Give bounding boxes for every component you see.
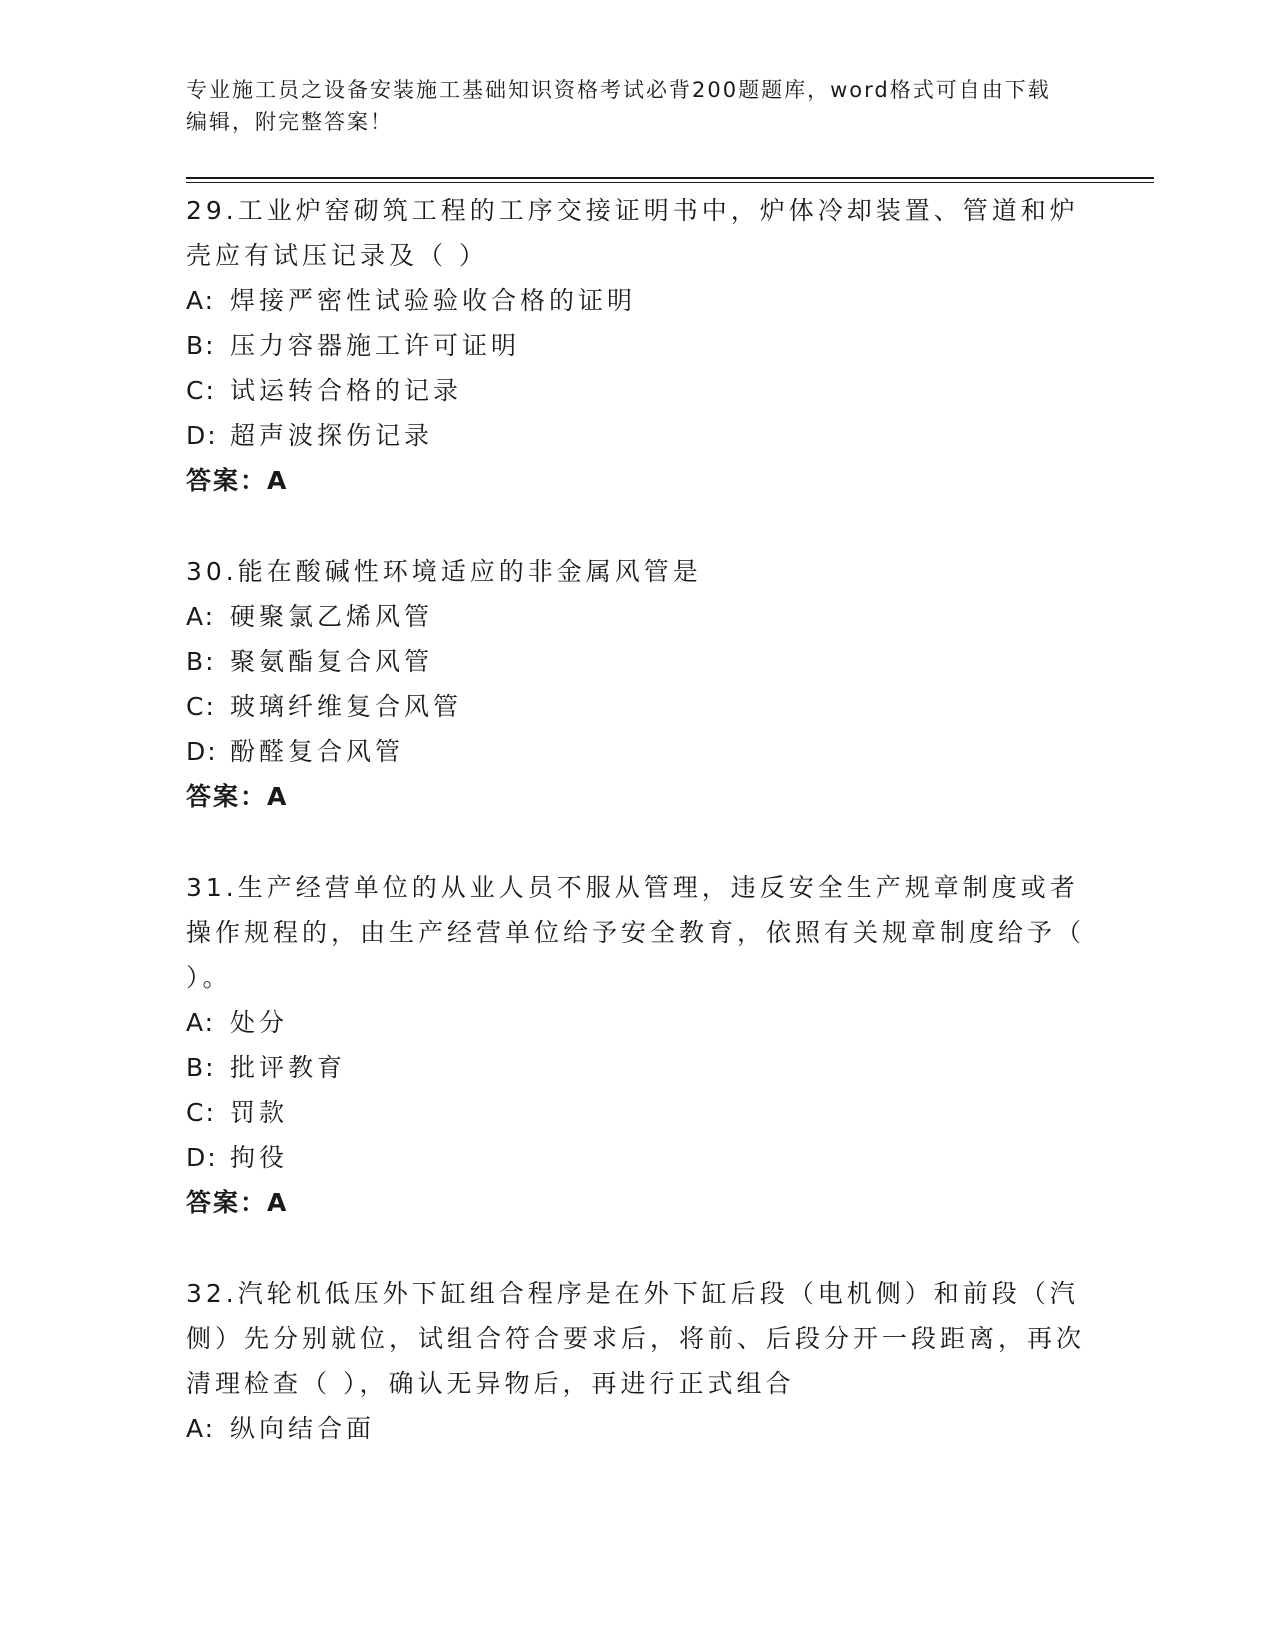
option-key: C: [186, 376, 216, 405]
option-b [186, 639, 1086, 684]
option-d [186, 413, 1086, 458]
option-key: C: [186, 1098, 216, 1127]
question-text: 30.能在酸碱性环境适应的非金属风管是 [186, 557, 702, 586]
option-key: A: [186, 286, 216, 315]
option-b [186, 323, 1086, 368]
option-a [186, 1406, 1086, 1451]
question-text: 31.生产经营单位的从业人员不服从管理，违反安全生产规章制度或者操作规程的，由生产经营单位给予安全教育，依照有关规章制度给予（ ）。 [186, 873, 1086, 992]
option-d [186, 729, 1086, 774]
question-text: 29.工业炉窑砌筑工程的工序交接证明书中，炉体冷却装置、管道和炉壳应有试压记录及（ ） [186, 196, 1079, 270]
option-a [186, 594, 1086, 639]
question-31 [186, 865, 1086, 1225]
option-c [186, 684, 1086, 729]
option-text: 纵向结合面 [230, 1414, 376, 1443]
option-key: A: [186, 1414, 216, 1443]
option-key: B: [186, 331, 216, 360]
option-text: 聚氨酯复合风管 [230, 647, 434, 676]
option-c [186, 368, 1086, 413]
header-divider-thin [186, 182, 1154, 183]
option-key: A: [186, 1008, 216, 1037]
question-30 [186, 549, 1086, 819]
option-text: 酚醛复合风管 [230, 737, 405, 766]
option-key: D: [186, 737, 218, 766]
option-key: D: [186, 1143, 218, 1172]
option-b [186, 1045, 1086, 1090]
option-a [186, 1000, 1086, 1045]
option-text: 焊接严密性试验验收合格的证明 [230, 286, 637, 315]
header-divider-thick [186, 177, 1154, 179]
option-key: C: [186, 692, 216, 721]
option-key: D: [186, 421, 218, 450]
option-text: 拘役 [230, 1143, 289, 1172]
option-text: 玻璃纤维复合风管 [230, 692, 463, 721]
answer-label: 答案：A [186, 1188, 289, 1217]
option-text: 超声波探伤记录 [230, 421, 434, 450]
answer-label: 答案：A [186, 466, 289, 495]
document-header: 专业施工员之设备安装施工基础知识资格考试必背200题题库，word格式可自由下载编辑，附完整答案！ [186, 78, 1051, 134]
answer-label: 答案：A [186, 782, 289, 811]
question-list [186, 188, 1086, 1497]
option-text: 处分 [230, 1008, 289, 1037]
option-a [186, 278, 1086, 323]
option-d [186, 1135, 1086, 1180]
option-key: B: [186, 1053, 216, 1082]
option-text: 试运转合格的记录 [230, 376, 463, 405]
option-text: 罚款 [230, 1098, 289, 1127]
question-29 [186, 188, 1086, 503]
option-text: 硬聚氯乙烯风管 [230, 602, 434, 631]
question-text: 32.汽轮机低压外下缸组合程序是在外下缸后段（电机侧）和前段（汽侧）先分别就位，试组合符合要求后，将前、后段分开一段距离，再次清理检查（ ），确认无异物后，再进行正式组合 [186, 1279, 1086, 1398]
option-c [186, 1090, 1086, 1135]
question-32 [186, 1271, 1086, 1451]
option-text: 批评教育 [230, 1053, 347, 1082]
option-key: A: [186, 602, 216, 631]
option-text: 压力容器施工许可证明 [230, 331, 521, 360]
option-key: B: [186, 647, 216, 676]
